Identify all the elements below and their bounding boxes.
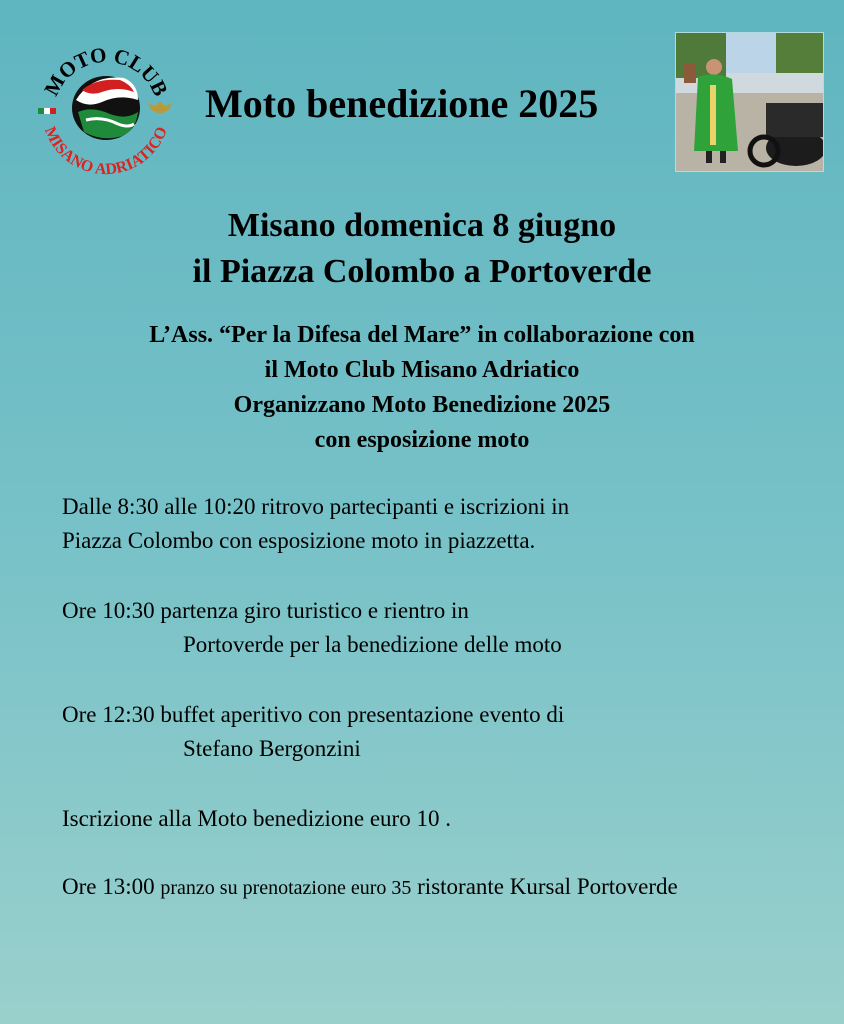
lunch-time: Ore 13:00 (62, 874, 155, 899)
helmet-icon (72, 76, 140, 140)
intro-line: Organizzano Moto Benedizione 2025 (233, 392, 611, 418)
intro-block (0, 318, 844, 458)
page-title: Moto benedizione 2025 (205, 81, 599, 126)
priest-blessing-photo (675, 32, 824, 172)
program-line: Portoverde per la benedizione delle moto (183, 632, 562, 657)
program-item-lunch (62, 870, 678, 905)
program-line: Iscrizione alla Moto benedizione euro 10 . (62, 806, 451, 831)
intro-line: L’Ass. “Per la Difesa del Mare” in collaborazione con (149, 322, 695, 348)
lunch-restaurant: ristorante Kursal Portoverde (417, 874, 678, 899)
moto-club-logo (32, 40, 180, 188)
logo-bottom-text: MISANO ADRIATICO (40, 124, 171, 179)
wing-badge-icon (148, 102, 172, 114)
event-date: Misano domenica 8 giugno (227, 207, 617, 244)
program-item-buffet (62, 698, 564, 766)
intro-line: il Moto Club Misano Adriatico (264, 357, 580, 383)
intro-line: con esposizione moto (314, 427, 530, 453)
program-line: Stefano Bergonzini (183, 736, 361, 761)
lunch-booking: pranzo su prenotazione euro 35 (160, 877, 412, 899)
program-line: Ore 12:30 buffet aperitivo con presentazione evento di (62, 702, 565, 727)
program-line: Ore 10:30 partenza giro turistico e rientro in (62, 598, 469, 623)
program-item-registration (62, 490, 569, 558)
program-line: Piazza Colombo con esposizione moto in piazzetta. (62, 528, 536, 553)
event-location: il Piazza Colombo a Portoverde (192, 253, 652, 290)
program-item-tour (62, 594, 562, 662)
logo-top-text: MOTO CLUB (39, 42, 173, 100)
program-line: Dalle 8:30 alle 10:20 ritrovo partecipanti e iscrizioni in (62, 494, 570, 519)
program-item-fee (62, 802, 451, 836)
